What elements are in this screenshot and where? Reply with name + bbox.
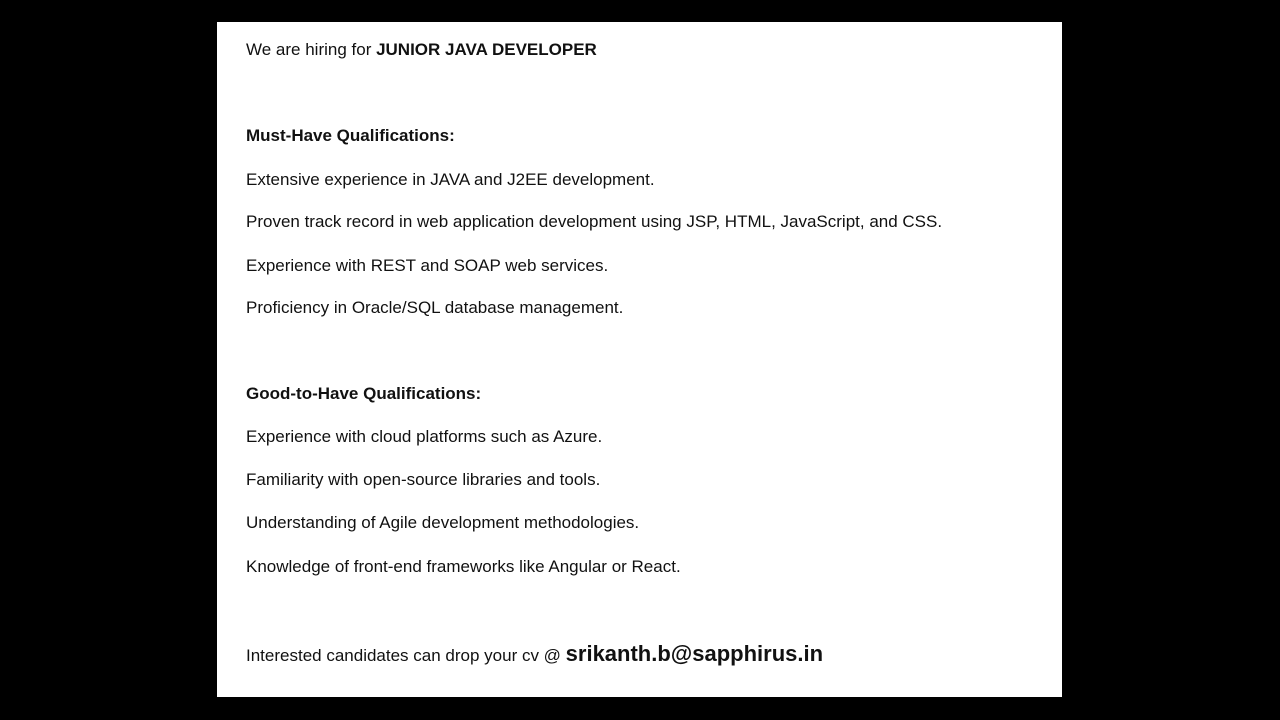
intro-prefix: We are hiring for [246, 40, 377, 59]
document-page [217, 22, 1062, 697]
must-have-heading: Must-Have Qualifications: [246, 126, 455, 145]
intro-line [246, 40, 597, 60]
good-to-have-item: Understanding of Agile development methodologies. [246, 513, 640, 532]
good-to-have-item: Experience with cloud platforms such as Azure. [246, 427, 603, 446]
must-have-item: Proven track record in web application development using JSP, HTML, JavaScript, and CSS. [246, 212, 943, 231]
contact-email[interactable]: srikanth.b@sapphirus.in [565, 641, 824, 666]
job-role: JUNIOR JAVA DEVELOPER [376, 40, 597, 59]
contact-line [246, 641, 824, 666]
contact-text: Interested candidates can drop your cv @ [246, 646, 566, 665]
good-to-have-item: Familiarity with open-source libraries and tools. [246, 470, 601, 489]
must-have-item: Proficiency in Oracle/SQL database management. [246, 298, 624, 317]
must-have-item: Experience with REST and SOAP web services. [246, 256, 609, 275]
must-have-item: Extensive experience in JAVA and J2EE development. [246, 170, 655, 189]
good-to-have-heading: Good-to-Have Qualifications: [246, 384, 482, 403]
good-to-have-item: Knowledge of front-end frameworks like Angular or React. [246, 557, 681, 576]
